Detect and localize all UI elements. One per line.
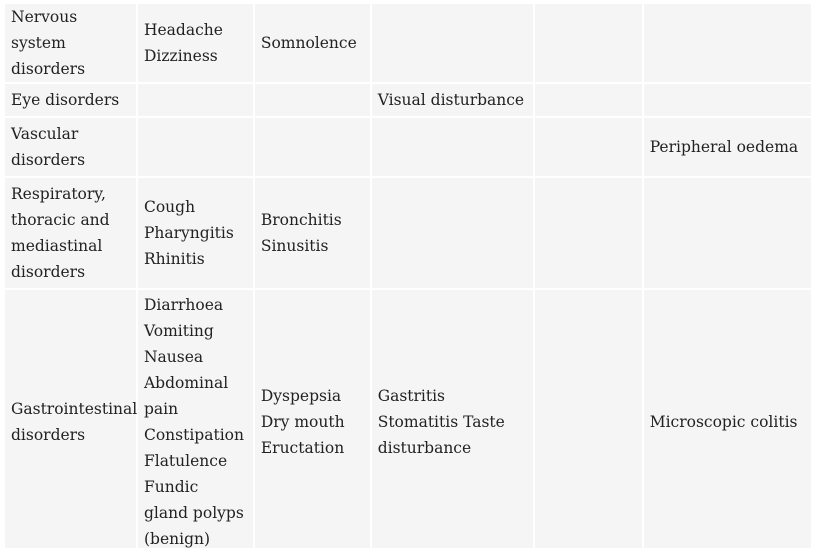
term: Dyspepsia <box>260 387 342 405</box>
not-known-cell <box>644 290 811 548</box>
term: Pharyngitis <box>143 224 234 242</box>
common-cell <box>255 290 370 548</box>
common-cell <box>255 4 370 82</box>
term: Diarrhoea <box>143 296 224 314</box>
adverse-reactions-table <box>3 2 813 548</box>
table-row <box>5 84 811 116</box>
term: Rhinitis <box>143 250 205 268</box>
very-common-cell <box>138 118 253 176</box>
term: Stomatitis Taste disturbance <box>377 413 505 457</box>
not-known-cell <box>644 84 811 116</box>
table-row <box>5 178 811 288</box>
uncommon-cell <box>372 178 533 288</box>
soc-label: Eye disorders <box>11 91 120 109</box>
table-container <box>3 2 813 548</box>
term: Dry mouth <box>260 413 345 431</box>
very-common-cell <box>138 290 253 548</box>
soc-cell <box>5 118 136 176</box>
term: Gastritis <box>377 387 446 405</box>
soc-cell <box>5 4 136 82</box>
very-common-cell <box>138 4 253 82</box>
term: Bronchitis <box>260 211 342 229</box>
uncommon-cell <box>372 118 533 176</box>
soc-cell <box>5 178 136 288</box>
uncommon-cell <box>372 84 533 116</box>
common-cell <box>255 118 370 176</box>
rare-cell <box>535 118 642 176</box>
very-common-cell <box>138 178 253 288</box>
term: Visual disturbance <box>377 91 525 109</box>
rare-cell <box>535 84 642 116</box>
term: Eructation <box>260 439 345 457</box>
term: Cough <box>143 198 196 216</box>
uncommon-cell <box>372 4 533 82</box>
term: Dizziness <box>143 47 218 65</box>
rare-cell <box>535 4 642 82</box>
common-cell <box>255 178 370 288</box>
term: Somnolence <box>260 34 357 52</box>
term: Constipation <box>143 426 244 444</box>
soc-label: Respiratory, thoracic and mediastinal disorders <box>11 185 110 281</box>
term: Microscopic colitis <box>649 413 798 431</box>
not-known-cell <box>644 4 811 82</box>
not-known-cell <box>644 118 811 176</box>
rare-cell <box>535 290 642 548</box>
term: Abdominal pain <box>143 374 229 418</box>
rare-cell <box>535 178 642 288</box>
soc-label: Gastrointestinal disorders <box>11 400 138 444</box>
table-row <box>5 4 811 82</box>
term: Vomiting <box>143 322 214 340</box>
soc-cell <box>5 84 136 116</box>
soc-label: Nervous system disorders <box>11 8 86 78</box>
soc-cell <box>5 290 136 548</box>
very-common-cell <box>138 84 253 116</box>
term: Fundic gland polyps (benign) <box>143 478 244 548</box>
term: Sinusitis <box>260 237 329 255</box>
table-row <box>5 290 811 548</box>
not-known-cell <box>644 178 811 288</box>
term: Flatulence <box>143 452 228 470</box>
uncommon-cell <box>372 290 533 548</box>
term: Nausea <box>143 348 204 366</box>
soc-label: Vascular disorders <box>11 125 86 169</box>
table-row <box>5 118 811 176</box>
common-cell <box>255 84 370 116</box>
term: Headache <box>143 21 223 39</box>
term: Peripheral oedema <box>649 138 799 156</box>
